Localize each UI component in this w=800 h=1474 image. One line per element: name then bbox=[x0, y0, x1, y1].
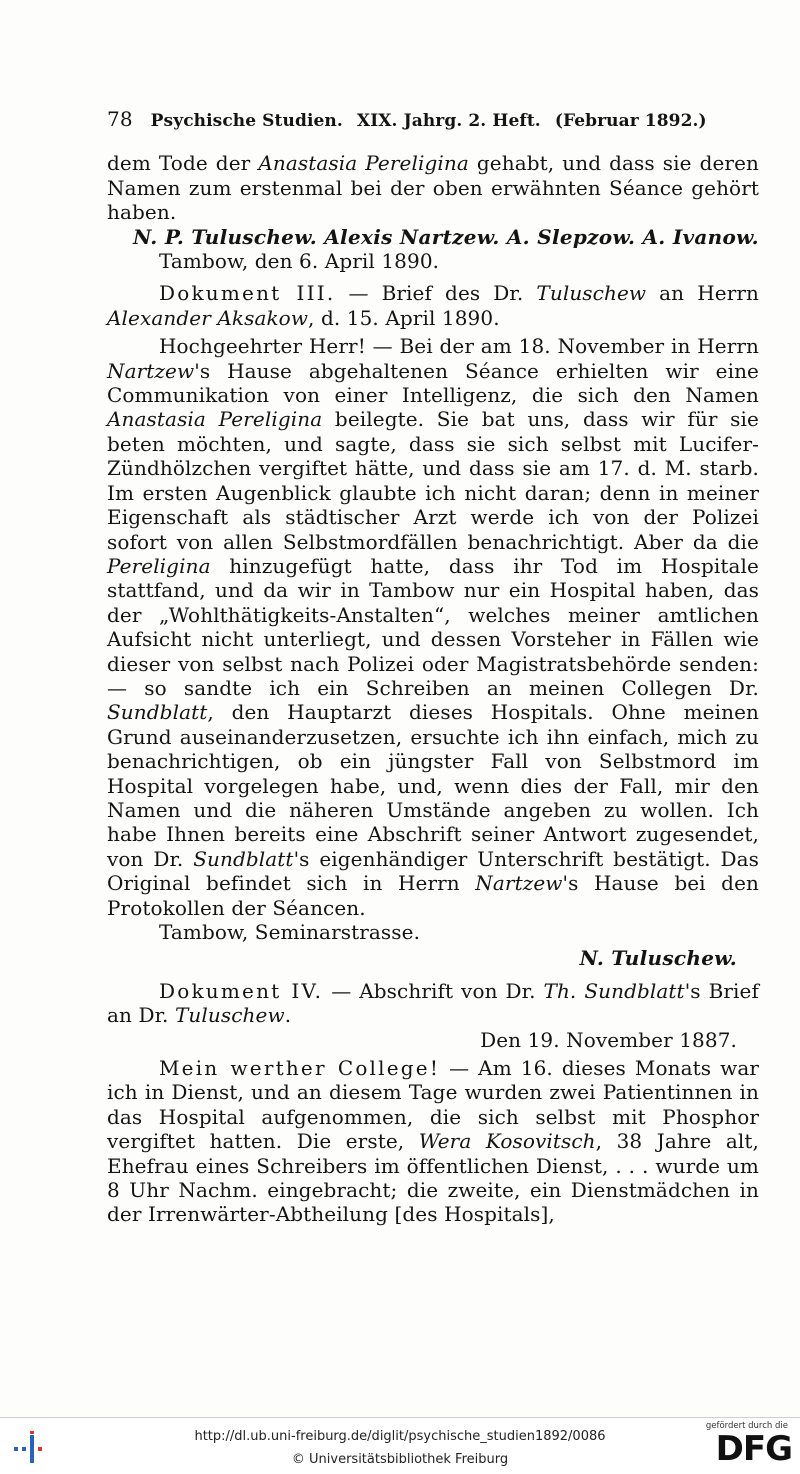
letter-sundblatt: Mein werther College! — Am 16. dieses Monats war ich in Dienst, und an diesem Tage wurden zwei Patientinnen in das Hospital aufgenommen, die sich selbst mit Phosphor vergiftet hatten. Die erste, Wera Kosovitsch, 38 Jahre alt, Ehefrau eines Schreibers im öffentlichen Dienst, . . . wurde um 8 Uhr Nachm. eingebracht; die zweite, ein Dienstmädchen in der Irrenwärter-Abtheilung [des Hospitals], bbox=[107, 1056, 760, 1227]
issue-date: (Februar 1892.) bbox=[554, 111, 707, 131]
place-2: Tambow, Seminarstrasse. bbox=[159, 920, 421, 944]
page-number: 78 bbox=[107, 107, 133, 131]
document-4-heading: Dokument IV. — Abschrift von Dr. Th. Sundblatt's Brief an Dr. Tuluschew. bbox=[107, 978, 759, 1028]
footer-divider bbox=[0, 1417, 800, 1418]
permalink-url[interactable]: http://dl.ub.uni-freiburg.de/diglit/psychische_studien1892/0086 bbox=[194, 1429, 606, 1444]
document-page bbox=[107, 95, 759, 1227]
copyright-notice: © Universitätsbibliothek Freiburg bbox=[291, 1452, 509, 1467]
letter-date: Den 19. November 1887. bbox=[480, 1027, 737, 1052]
paragraph-continuation: dem Tode der Anastasia Pereligina gehabt, und dass sie deren Namen zum erstenmal bei der oben erwähnten Séance gehört haben. bbox=[107, 151, 759, 225]
letter-tuluschew: Hochgeehrter Herr! — Bei der am 18. November in Herrn Nartzew's Hause abgehaltenen Séance erhielten wir eine Communikation von einer Intelligenz, die sich den Namen Anastasia Pereligina beilegte. Sie bat uns, dass wir für sie beten möchten, und sagte, dass sie sich selbst mit Lucifer-Zündhölzchen vergiftet hätte, und dass sie am 17. d. M. starb. Im ersten Augenblick glaubte ich nicht daran; denn in meiner Eigenschaft als städtischer Arzt werde ich von der Polizei sofort von allen Selbstmordfällen benachrichtigt. Aber da die Pereligina hinzugefügt hatte, dass ihr Tod im Hospitale stattfand, und da wir in Tambow nur ein Hospital haben, das der „Wohlthätigkeits-Anstalten“, welches meiner amtlichen Aufsicht nicht unterliegt, und dessen Vorsteher in Fällen wie dieser von selbst nach Polizei oder Magistratsbehörde senden: — so sandte ich ein Schreiben an meinen Collegen Dr. Sundblatt, den Hauptarzt dieses Hospitals. Ohne meinen Grund auseinanderzusetzen, ersuchte ich ihn einfach, mich zu benachrichtigen, ob ein jüngster Fall von Selbstmord im Hospital vorgelegen habe, und, wenn dies der Fall, mir den Namen und die näheren Umstände angeben zu wollen. Ich habe Ihnen bereits eine Abschrift seiner Antwort zugesendet, von Dr. Sundblatt's eigenhändiger Unterschrift bestätigt. Das Original befindet sich in Herrn Nartzew's Hause bei den Protokollen der Séancen. bbox=[107, 334, 759, 920]
running-header bbox=[107, 107, 759, 133]
volume-info: XIX. Jahrg. 2. Heft. bbox=[356, 111, 541, 131]
document-3-heading: Dokument III. — Brief des Dr. Tuluschew an Herrn Alexander Aksakow, d. 15. April 1890. bbox=[107, 281, 759, 330]
signature-tuluschew: N. Tuluschew. bbox=[579, 946, 737, 971]
place-date: Tambow, den 6. April 1890. bbox=[159, 249, 440, 274]
viewer-footer bbox=[0, 1419, 800, 1474]
signatories: N. P. Tuluschew. Alexis Nartzew. A. Slepzow. A. Ivanow. bbox=[133, 224, 759, 249]
dfg-logo bbox=[702, 1421, 792, 1471]
dfg-funding-note: gefördert durch die bbox=[705, 1421, 788, 1431]
dfg-logo-text: DFG bbox=[715, 1429, 792, 1469]
journal-title: Psychische Studien. bbox=[150, 111, 343, 131]
